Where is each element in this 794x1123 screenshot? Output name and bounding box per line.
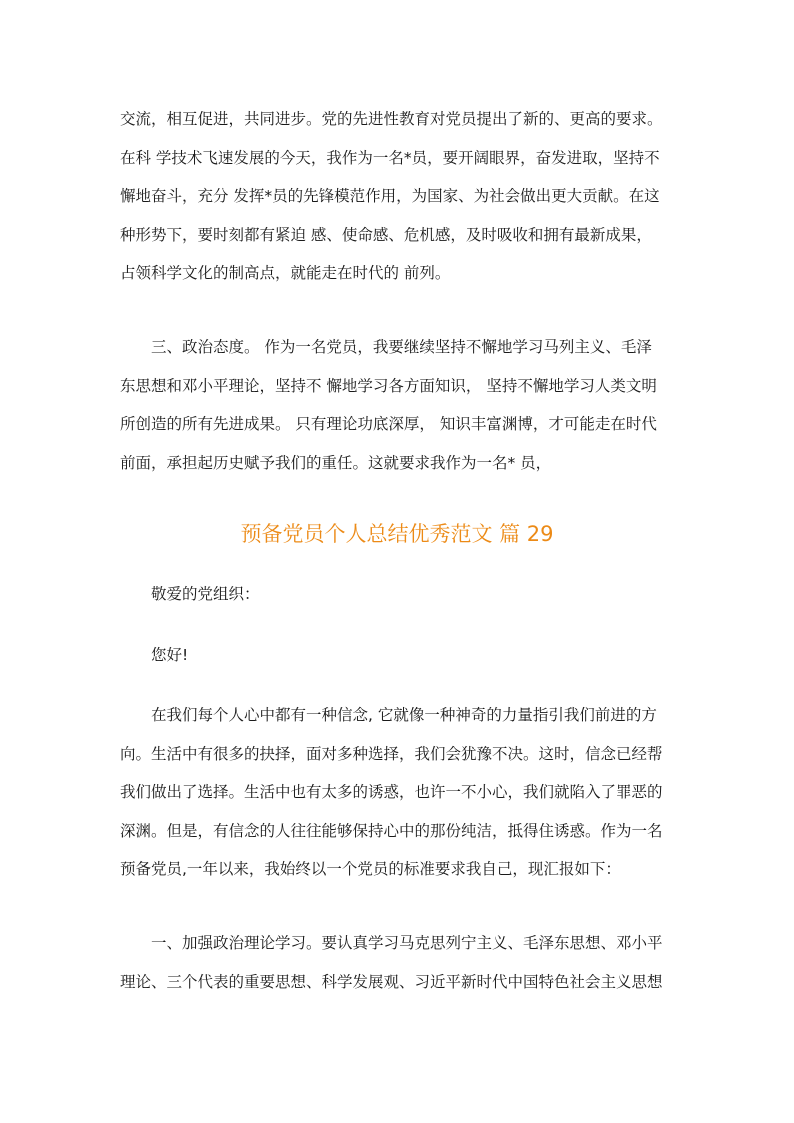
text-line: 在科 学技术飞速发展的今天，我作为一名*员，要开阔眼界，奋发进取，坚持不 — [120, 148, 660, 167]
text-line: 所创造的所有先进成果。 只有理论功底深厚， 知识丰富渊博，才可能走在时代 — [120, 415, 657, 433]
text-line: 我们做出了选择。生活中也有太多的诱惑，也许一不小心，我们就陷入了罪恶的 — [120, 783, 663, 801]
text-line: 三、政治态度。 作为一名党员，我要继续坚持不懈地学习马列主义、毛泽 — [151, 338, 652, 356]
text-line: 种形势下，要时刻都有紧迫 感、使命感、危机感，及时吸收和拥有最新成果， — [120, 225, 652, 244]
salutation: 敬爱的党组织： — [151, 585, 260, 603]
text-line: 预备党员,一年以来，我始终以一个党员的标准要求我自己，现汇报如下： — [120, 860, 621, 878]
paragraph-belief — [120, 696, 676, 889]
text-line: 深渊。但是，有信念的人往往能够保持心中的那份纯洁，抵得住诱惑。作为一名 — [120, 821, 663, 840]
text-line: 东思想和邓小平理论，坚持不 懈地学习各方面知识， 坚持不懈地学习人类文明 — [120, 376, 657, 395]
text-line: 占领科学文化的制高点，就能走在时代的 前列。 — [120, 264, 451, 282]
text-line: 理论、三个代表的重要思想、科学发展观、习近平新时代中国特色社会主义思想 — [120, 972, 663, 991]
section-title: 预备党员个人总结优秀范文 篇 29 — [240, 522, 554, 546]
paragraph-theory-study — [120, 924, 676, 1001]
text-line: 在我们每个人心中都有一种信念, 它就像一种神奇的力量指引我们前进的方 — [151, 706, 657, 724]
text-line: 向。生活中有很多的抉择，面对多种选择，我们会犹豫不决。这时，信念已经帮 — [120, 744, 663, 763]
paragraph-political-attitude — [120, 328, 676, 482]
text-line: 前面，承担起历史赋予我们的重任。这就要求我作为一名* 员， — [120, 453, 552, 472]
text-line: 懈地奋斗，充分 发挥*员的先锋模范作用，为国家、为社会做出更大贡献。在这 — [120, 187, 660, 205]
text-line: 一、加强政治理论学习。要认真学习马克思列宁主义、毛泽东思想、邓小平 — [151, 934, 663, 952]
text-line: 交流，相互促进，共同进步。党的先进性教育对党员提出了新的、更高的要求。 — [120, 110, 663, 128]
paragraph-continuation — [120, 100, 676, 293]
greeting: 您好! — [151, 646, 189, 664]
